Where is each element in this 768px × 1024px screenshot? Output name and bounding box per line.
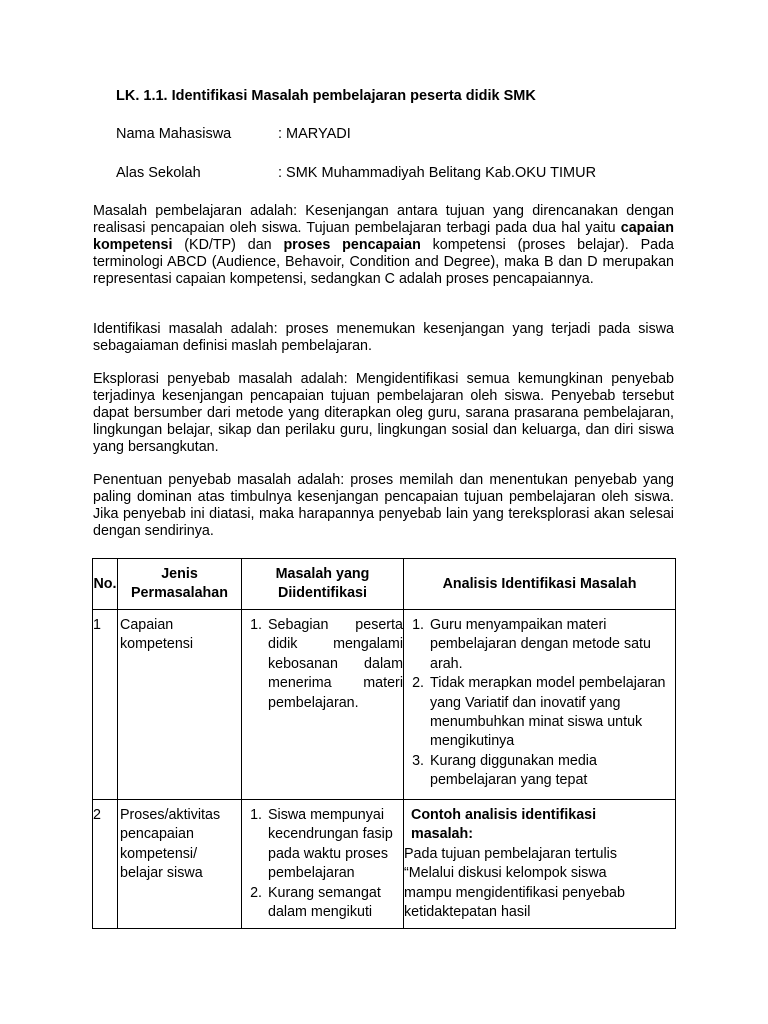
row2-jenis-cell: [118, 800, 242, 929]
identifikasi-table: [92, 558, 676, 929]
row2-masalah-list: [242, 806, 403, 922]
sekolah-label: Alas Sekolah: [116, 165, 201, 181]
row2-masalah-item: 1. Siswa mempunyai kecendrungan fasip pada waktu proses pembelajaran: [266, 806, 403, 884]
row1-masalah-cell: [242, 610, 404, 800]
nama-mahasiswa-line: [116, 126, 351, 142]
row2-no: 2: [93, 807, 101, 823]
row2-masalah-item: 2. Kurang semangat dalam mengikuti: [266, 884, 403, 923]
row1-analisis-item: 1. Guru menyampaikan materi pembelajaran dengan metode satu arah.: [428, 616, 675, 674]
table-row: [93, 800, 676, 929]
row2-no-cell: [93, 800, 118, 929]
paragraph-masalah-pembelajaran: [93, 203, 674, 288]
p1-text-e: kompetensi (proses belajar). Pada terminologi ABCD (Audience, Behavoir, Condition and Degree), maka B dan D merupakan representasi capaian kompetensi, sedangkan C adalah proses pencapaiannya.: [93, 237, 674, 287]
row1-masalah-list: [242, 616, 403, 713]
table-header-row: [93, 559, 676, 610]
row1-no-cell: [93, 610, 118, 800]
paragraph-eksplorasi-penyebab: Eksplorasi penyebab masalah adalah: Mengidentifikasi semua kemungkinan penyebab terjadinya kesenjangan pencapaian tujuan pembelajaran oleh siswa. Penyebab tersebut dapat bersumber dari metode yang diterapkan oleg guru, sarana prasarana pembelajaran, lingkungan belajar, sikap dan perilaku guru, lingkungan sosial dan keluarga, dan diri siswa yang bersangkutan.: [93, 371, 674, 455]
header-masalah: Masalah yang Diidentifikasi: [242, 559, 404, 610]
row2-analisis-text: Pada tujuan pembelajaran tertulis “Melalui diskusi kelompok siswa mampu mengidentifikasi penyebab ketidaktepatan hasil: [404, 845, 625, 921]
row2-masalah-cell: [242, 800, 404, 929]
row1-analisis-cell: [404, 610, 676, 800]
paragraph-penentuan-penyebab: Penentuan penyebab masalah adalah: proses memilah dan menentukan penyebab yang paling dominan atas timbulnya kesenjangan pencapaian tujuan pembelajaran oleh siswa. Jika penyebab ini diatasi, maka harapannya penyebab lain yang tereksplorasi akan selesai dengan sendirinya.: [93, 472, 674, 539]
row1-analisis-item: 3. Kurang diggunakan media pembelajaran yang tepat: [428, 752, 675, 791]
row1-analisis-list: [404, 616, 675, 791]
p1-text-a: Masalah pembelajaran adalah: Kesenjangan antara tujuan yang direncanakan dengan realisasi pencapaian oleh siswa. Tujuan pembelajaran terbagi pada dua hal yaitu: [93, 203, 674, 236]
sekolah-line: [116, 165, 596, 181]
sekolah-value: : SMK Muhammadiyah Belitang Kab.OKU TIMUR: [278, 165, 597, 181]
row1-jenis: Capaian kompetensi: [120, 617, 194, 653]
row1-no: 1: [93, 617, 101, 633]
row1-masalah-item: 1. Sebagian peserta didik mengalami kebosanan dalam menerima materi pembelajaran.: [266, 616, 403, 713]
row1-jenis-cell: [118, 610, 242, 800]
header-no: No.: [93, 559, 118, 610]
nama-label: Nama Mahasiswa: [116, 126, 232, 142]
header-analisis: Analisis Identifikasi Masalah: [404, 559, 676, 610]
table-row: [93, 610, 676, 800]
paragraph-identifikasi-masalah: Identifikasi masalah adalah: proses menemukan kesenjangan yang terjadi pada siswa sebagaiaman definisi maslah pembelajaran.: [93, 321, 674, 354]
p1-text-c: (KD/TP) dan: [172, 237, 284, 253]
p1-bold-capaian: capaian kompetensi: [93, 220, 674, 253]
row2-jenis: Proses/aktivitas pencapaian kompetensi/ belajar siswa: [120, 807, 221, 882]
nama-value: : MARYADI: [278, 126, 351, 142]
document-title: LK. 1.1. Identifikasi Masalah pembelajaran peserta didik SMK: [116, 88, 536, 104]
row2-analisis-title: Contoh analisis identifikasi masalah:: [411, 807, 597, 843]
header-jenis: Jenis Permasalahan: [118, 559, 242, 610]
row2-analisis-cell: [404, 800, 676, 929]
p1-bold-proses: proses pencapaian: [283, 237, 421, 253]
row1-analisis-item: 2. Tidak merapkan model pembelajaran yang Variatif dan inovatif yang menumbuhkan minat siswa untuk mengikutinya: [428, 674, 675, 752]
